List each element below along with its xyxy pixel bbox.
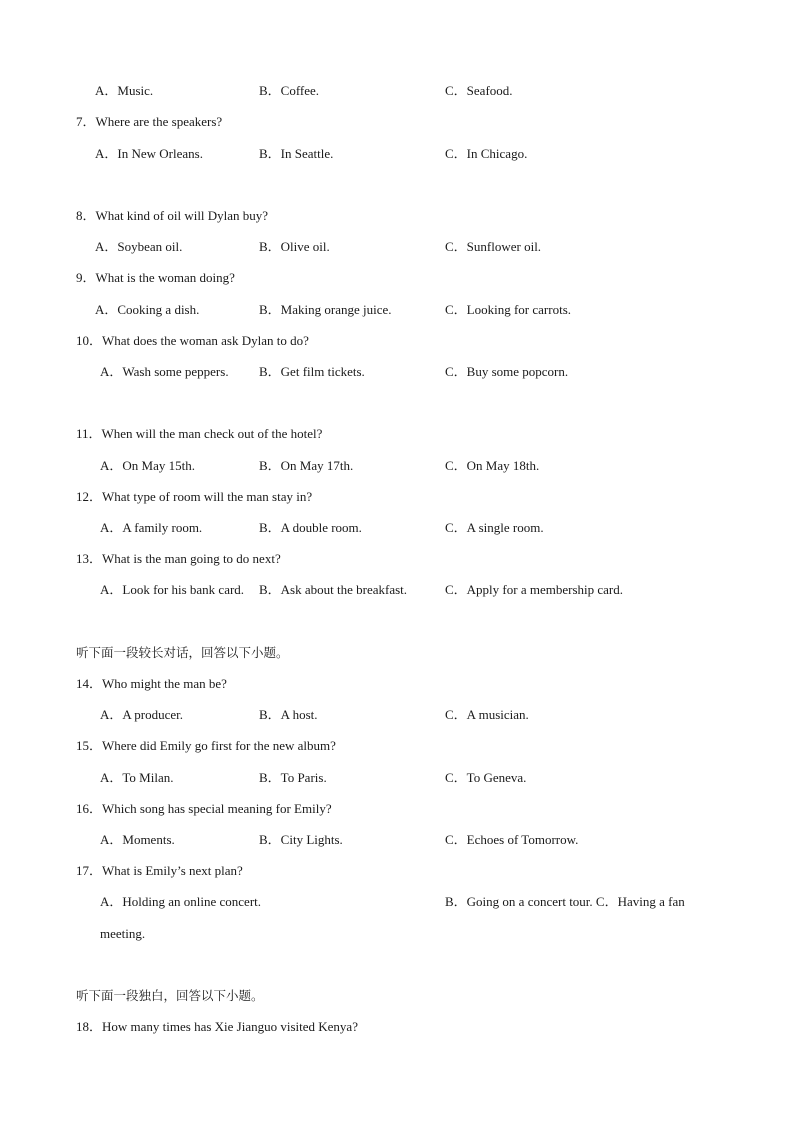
q12-option-c: C．A single room.: [445, 520, 544, 535]
q7-option-a: A．In New Orleans.: [95, 146, 203, 161]
section-heading-monologue: 听下面一段独白，回答以下小题。: [76, 988, 264, 1003]
q7-stem: 7．Where are the speakers?: [76, 114, 223, 129]
q15-option-b: B．To Paris.: [259, 770, 327, 785]
q10-option-b: B．Get film tickets.: [259, 364, 365, 379]
q18-stem: 18．How many times has Xie Jianguo visited Kenya?: [76, 1019, 358, 1034]
q14-option-a: A．A producer.: [100, 707, 184, 722]
q6-option-c: C．Seafood.: [445, 83, 513, 98]
q13-option-b: B．Ask about the breakfast.: [259, 582, 408, 597]
q11-option-b: B．On May 17th.: [259, 458, 354, 473]
q6-option-a: A．Music.: [95, 83, 154, 98]
q12-option-b: B．A double room.: [259, 520, 362, 535]
q8-option-a: A．Soybean oil.: [95, 239, 183, 254]
q9-option-a: A．Cooking a dish.: [95, 302, 200, 317]
q10-option-a: A．Wash some peppers.: [100, 364, 229, 379]
q12-option-a: A．A family room.: [100, 520, 203, 535]
q11-stem: 11．When will the man check out of the hotel?: [76, 426, 323, 441]
q9-option-c: C．Looking for carrots.: [445, 302, 572, 317]
q10-stem: 10．What does the woman ask Dylan to do?: [76, 333, 309, 348]
q16-option-c: C．Echoes of Tomorrow.: [445, 832, 579, 847]
q14-stem: 14．Who might the man be?: [76, 676, 227, 691]
q15-option-a: A．To Milan.: [100, 770, 174, 785]
q17-option-a: A．Holding an online concert.: [100, 894, 262, 909]
q16-option-b: B．City Lights.: [259, 832, 343, 847]
q13-option-a: A．Look for his bank card.: [100, 582, 245, 597]
q13-stem: 13．What is the man going to do next?: [76, 551, 281, 566]
q15-stem: 15．Where did Emily go first for the new album?: [76, 738, 336, 753]
q14-option-c: C．A musician.: [445, 707, 529, 722]
q10-option-c: C．Buy some popcorn.: [445, 364, 569, 379]
q14-option-b: B．A host.: [259, 707, 318, 722]
q11-option-c: C．On May 18th.: [445, 458, 540, 473]
q17-option-continuation: meeting.: [100, 926, 146, 941]
q13-option-c: C．Apply for a membership card.: [445, 582, 623, 597]
q16-stem: 16．Which song has special meaning for Emily?: [76, 801, 332, 816]
q8-option-c: C．Sunflower oil.: [445, 239, 542, 254]
q8-option-b: B．Olive oil.: [259, 239, 330, 254]
q7-option-c: C．In Chicago.: [445, 146, 528, 161]
q6-option-b: B．Coffee.: [259, 83, 320, 98]
q17-option-b-c: B．Going on a concert tour. C．Having a fan: [445, 894, 685, 909]
q11-option-a: A．On May 15th.: [100, 458, 195, 473]
section-heading-dialogue: 听下面一段较长对话，回答以下小题。: [76, 645, 289, 660]
q9-stem: 9．What is the woman doing?: [76, 270, 235, 285]
q8-stem: 8．What kind of oil will Dylan buy?: [76, 208, 269, 223]
q17-stem: 17．What is Emily’s next plan?: [76, 863, 243, 878]
q12-stem: 12．What type of room will the man stay in?: [76, 489, 313, 504]
q16-option-a: A．Moments.: [100, 832, 175, 847]
q15-option-c: C．To Geneva.: [445, 770, 527, 785]
q7-option-b: B．In Seattle.: [259, 146, 334, 161]
q9-option-b: B．Making orange juice.: [259, 302, 392, 317]
